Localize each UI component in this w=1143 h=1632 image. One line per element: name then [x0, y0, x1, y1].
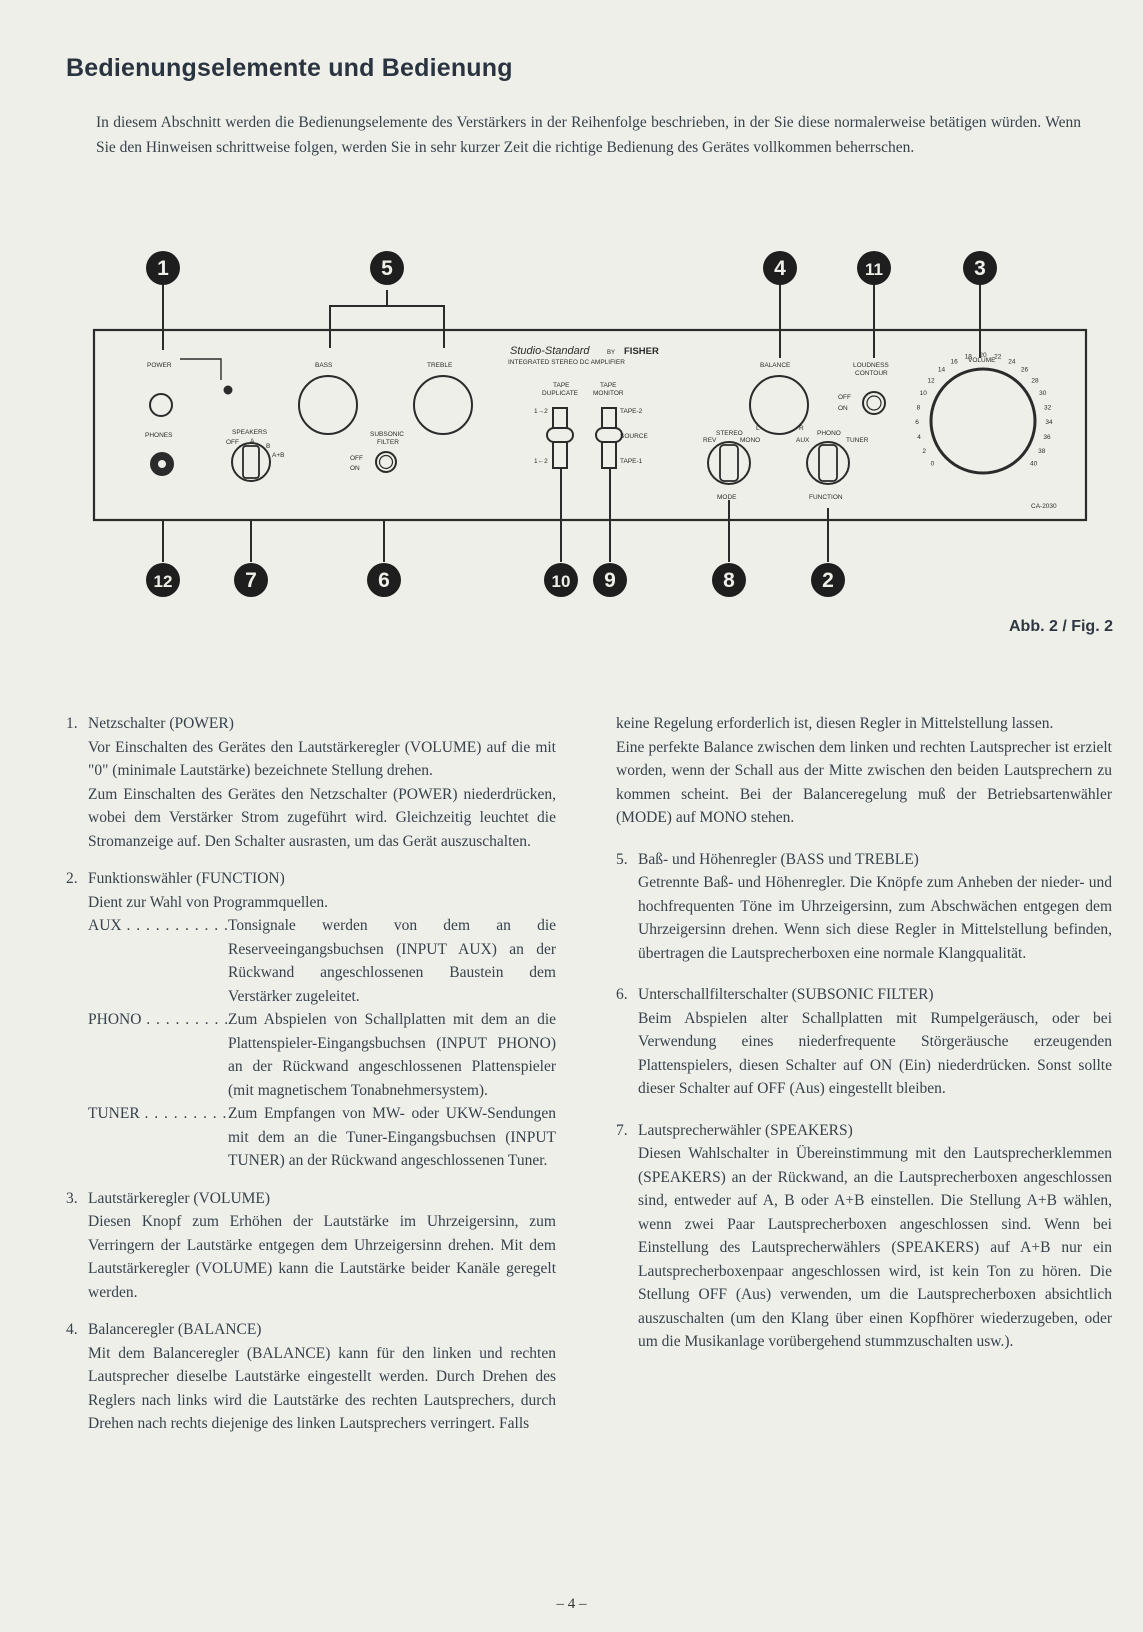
volume-scale-mark: 24	[1008, 358, 1016, 366]
volume-scale-mark: 10	[919, 390, 927, 398]
section-paragraph: Getrennte Baß- und Höhenregler. Die Knöpfe zum Anheben der nieder- und hochfrequenten Töne im Uhrzeigersinn, zum Abschwächen entgegen dem Uhrzeigersinn drehen. Wenn sich diese Regler in Mittelstellung befinden, übertragen die Lautsprecherboxen eine normale Klangqualität.	[638, 874, 1112, 962]
label-tape-dup-1: TAPE	[553, 382, 570, 389]
volume-scale-mark: 8	[916, 404, 921, 412]
intro-paragraph: In diesem Abschnitt werden die Bedienungselemente des Verstärkers in der Reihenfolge beschrieben, in der Sie diese normalerweise betätigen würden. Wenn Sie den Hinweisen schrittweise folgen, werden Sie in sehr kurzer Zeit die richtige Bedienung des Gerätes vollkommen beherrschen.	[96, 114, 1081, 156]
volume-scale-mark: 4	[917, 434, 921, 441]
figure-caption: Abb. 2 / Fig. 2	[1008, 618, 1113, 635]
volume-scale-mark: 36	[1043, 434, 1051, 441]
volume-scale-mark: 20	[979, 352, 987, 359]
label-loudness-off: OFF	[838, 394, 851, 401]
callout-numbers	[146, 251, 997, 597]
callout-number-1: 1	[157, 257, 169, 280]
page-title: Bedienungselemente und Bedienung	[66, 54, 513, 82]
volume-scale-mark: 0	[930, 460, 935, 468]
label-balance-l: L	[756, 425, 760, 432]
volume-scale-mark: 38	[1038, 448, 1046, 455]
volume-scale-mark: 30	[1039, 390, 1047, 398]
volume-scale-mark: 2	[922, 448, 927, 455]
volume-scale-mark: 40	[1029, 460, 1038, 468]
section-paragraph: Dient zur Wahl von Programmquellen.	[88, 893, 328, 911]
section-number: 3.	[66, 1189, 78, 1207]
function-definitions	[88, 914, 556, 1173]
callout-number-2: 2	[822, 569, 834, 592]
label-subsonic-2: FILTER	[377, 439, 399, 446]
label-mono: MONO	[740, 437, 761, 444]
section-paragraph: keine Regelung erforderlich ist, diesen Regler in Mittelstellung lassen.	[616, 715, 1054, 732]
callout-number-4: 4	[774, 257, 786, 280]
label-phono: PHONO	[817, 430, 841, 437]
label-loudness-2: CONTOUR	[855, 370, 888, 377]
callout-number-11: 11	[865, 260, 883, 279]
label-aux: AUX	[796, 437, 810, 444]
volume-scale-mark: 34	[1045, 419, 1053, 427]
callout-number-9: 9	[604, 569, 616, 592]
label-dup-bottom: 1←2	[534, 458, 548, 465]
label-mode: MODE	[717, 494, 737, 501]
function-selector	[807, 442, 849, 484]
label-tape-dup-2: DUPLICATE	[542, 390, 578, 397]
label-subsonic-1: SUBSONIC	[370, 431, 404, 438]
section-heading: Funktionswähler (FUNCTION)	[88, 870, 285, 887]
section-3-volume	[66, 1187, 556, 1305]
label-loudness-on: ON	[838, 405, 848, 412]
right-column	[616, 712, 1112, 1368]
power-indicator-lamp	[225, 387, 232, 394]
label-tuner: TUNER	[846, 437, 869, 444]
label-speakers: SPEAKERS	[232, 429, 268, 436]
label-power: POWER	[147, 362, 172, 369]
volume-scale-mark: 14	[937, 366, 946, 374]
label-speakers-off: OFF	[226, 439, 239, 446]
section-number: 6.	[616, 986, 628, 1003]
label-subsonic-off: OFF	[350, 455, 363, 462]
mode-selector	[708, 442, 750, 484]
callout-number-7: 7	[245, 569, 257, 592]
volume-scale-mark: 22	[994, 353, 1002, 361]
label-tape-mon-2: MONITOR	[593, 390, 624, 397]
treble-knob	[414, 376, 472, 434]
label-dup-top: 1→2	[534, 408, 548, 415]
definition-text: Tonsignale werden von dem an die Reserveeingangsbuchsen (INPUT AUX) an der Rückwand angeschlossenen Baustein dem Verstärker zugeleitet.	[228, 917, 556, 1005]
label-speakers-ab: A+B	[272, 452, 285, 459]
label-rev: REV	[703, 437, 717, 444]
section-number: 4.	[66, 1321, 78, 1338]
callout-number-10: 10	[551, 572, 571, 591]
callout-number-3: 3	[974, 257, 986, 280]
power-indicator-line	[180, 359, 221, 380]
section-number: 7.	[616, 1121, 628, 1139]
label-mon-top: TAPE-2	[620, 408, 643, 415]
volume-scale-mark: 18	[964, 353, 972, 361]
volume-scale-mark: 6	[915, 419, 919, 427]
section-number: 2.	[66, 870, 78, 887]
section-paragraph: Diesen Wahlschalter in Übereinstimmung mit den Lautsprecherklemmen (SPEAKERS) an der Rückwand, an die Lautsprecherboxen angeschlossen sind, entweder auf A, B oder A+B einstellen. Die Stellung A+B wählen, wenn zwei Paar Lautsprecherboxen angeschlossen sind. Wenn bei Einstellung des Lautsprecherwählers (SPEAKERS) auf A+B nur ein Lautsprecherboxenpaar angeschlossen wird, ist kein Ton zu hören. Die Stellung OFF (Aus) verwenden, um die Lautsprecherboxen absichtlich auszuschalten (um den Klang über einen Kopfhörer wiederzugeben, oder um die Musikanlage vorübergehend stummzuschalten usw.).	[638, 1145, 1112, 1350]
callout-number-5: 5	[381, 257, 393, 280]
section-1-power	[66, 712, 556, 853]
section-paragraph: Mit dem Balanceregler (BALANCE) kann für den linken und rechten Lautsprecher dieselbe Lautstärke eingestellt werden. Durch Drehen des Reglers nach links wird die Lautstärke des rechten Lautsprechers, durch Drehen nach rechts diejenige des linken Lautsprechers verringert. Falls	[88, 1344, 556, 1432]
section-heading: Netzschalter (POWER)	[88, 715, 234, 732]
section-2-function	[66, 867, 556, 1173]
brand-by: BY	[607, 350, 616, 356]
section-paragraph: Diesen Knopf zum Erhöhen der Lautstärke im Uhrzeigersinn, zum Verringern der Lautstärke entgegen dem Uhrzeigersinn drehen. Mit dem Lautstärkeregler (VOLUME) kann die Lautstärke beider Kanäle geregelt werden.	[88, 1213, 556, 1301]
definition-term: PHONO . . .	[88, 1008, 228, 1102]
leader-line-5	[330, 290, 444, 348]
label-loudness-1: LOUDNESS	[853, 362, 889, 369]
label-speakers-b: B	[266, 443, 271, 450]
section-heading: Balanceregler (BALANCE)	[88, 1321, 262, 1338]
label-balance-r: R	[799, 425, 804, 432]
bass-knob	[299, 376, 357, 434]
definition-row	[88, 914, 556, 1008]
left-column	[66, 712, 556, 1450]
volume-scale-mark: 12	[927, 377, 935, 385]
brand-fisher: FISHER	[624, 346, 659, 357]
brand-subtitle: INTEGRATED STEREO DC AMPLIFIER	[508, 359, 625, 366]
section-7-speakers	[616, 1119, 1112, 1354]
label-volume: VOLUME	[968, 357, 996, 364]
section-heading: Baß- und Höhenregler (BASS und TREBLE)	[638, 850, 919, 868]
label-subsonic-on: ON	[350, 465, 360, 472]
volume-scale-mark: 16	[950, 358, 958, 366]
volume-scale-mark: 26	[1020, 366, 1029, 374]
definition-text: Zum Abspielen von Schallplatten mit dem an die Plattenspieler-Eingangsbuchsen (INPUT PHONO) an der Rückwand angeschlossenen Plattenspieler (mit magnetischem Tonabnehmersystem).	[228, 1011, 556, 1099]
section-4-balance	[66, 1318, 556, 1436]
section-heading: Lautstärkeregler (VOLUME)	[88, 1189, 271, 1207]
volume-scale-mark: 32	[1043, 404, 1052, 412]
section-paragraph: Eine perfekte Balance zwischen dem linken und rechten Lautsprecher ist erzielt worden, wenn der Schall aus der Mitte zwischen den beiden Lautsprechern zu kommen scheint. Bei der Balanceregelung muß der Betriebsartenwähler (MODE) auf MONO stehen.	[616, 738, 1112, 826]
section-heading: Lautsprecherwähler (SPEAKERS)	[638, 1121, 853, 1139]
speakers-selector	[232, 443, 270, 481]
label-model: CA-2030	[1031, 503, 1057, 510]
label-bass: BASS	[315, 362, 333, 369]
section-4-balance-continued	[616, 712, 1112, 830]
power-button	[150, 394, 172, 416]
definition-term: TUNER . . .	[88, 1102, 228, 1173]
volume-knob	[931, 366, 1035, 473]
volume-scale-mark: 28	[1031, 377, 1039, 385]
section-5-bass-treble	[616, 848, 1112, 966]
section-number: 1.	[66, 715, 78, 732]
label-tape-mon-1: TAPE	[600, 382, 617, 389]
section-heading: Unterschallfilterschalter (SUBSONIC FILTER)	[638, 986, 934, 1003]
section-paragraph: Beim Abspielen alter Schallplatten mit Rumpelgeräusch, oder bei Verwendung eines niederfrequente Störgeräusche erzeugenden Plattenspielers, diesen Schalter auf ON (Ein) niederdrücken. Sonst sollte dieser Schalter auf OFF (Aus) eingestellt bleiben.	[638, 1009, 1112, 1097]
definition-row	[88, 1008, 556, 1102]
definition-text: Zum Empfangen von MW- oder UKW-Sendungen mit dem an die Tuner-Eingangsbuchsen (INPUT TUNER) an der Rückwand angeschlossenen Tuner.	[228, 1105, 556, 1169]
page-number: – 4 –	[556, 1596, 587, 1612]
callout-number-6: 6	[378, 569, 390, 592]
amplifier-front-panel-figure	[0, 250, 1143, 690]
label-speakers-a: A	[250, 438, 255, 445]
label-function: FUNCTION	[809, 494, 843, 501]
label-balance: BALANCE	[760, 362, 791, 369]
callout-number-8: 8	[723, 569, 735, 592]
label-mon-bottom: TAPE-1	[620, 458, 643, 465]
definition-row	[88, 1102, 556, 1173]
label-treble: TREBLE	[427, 362, 453, 369]
callout-number-12: 12	[153, 572, 173, 591]
section-paragraph: Vor Einschalten des Gerätes den Lautstärkeregler (VOLUME) auf die mit "0" (minimale Lautstärke) bezeichnete Stellung drehen.	[88, 738, 556, 779]
definition-term: AUX . . .	[88, 914, 228, 1008]
loudness-contour-switch	[863, 392, 885, 414]
label-mon-mid: SOURCE	[620, 433, 648, 440]
label-phones: PHONES	[145, 432, 173, 439]
section-6-subsonic	[616, 983, 1112, 1101]
section-number: 5.	[616, 850, 628, 868]
label-stereo: STEREO	[716, 430, 743, 437]
section-paragraph: Zum Einschalten des Gerätes den Netzschalter (POWER) niederdrücken, wobei dem Verstärker Strom zugeführt wird. Gleichzeitig leuchtet die Stromanzeige auf. Den Schalter ausrasten, um das Gerät auszuschalten.	[88, 785, 556, 850]
brand-studio-standard: Studio-Standard	[510, 345, 590, 357]
